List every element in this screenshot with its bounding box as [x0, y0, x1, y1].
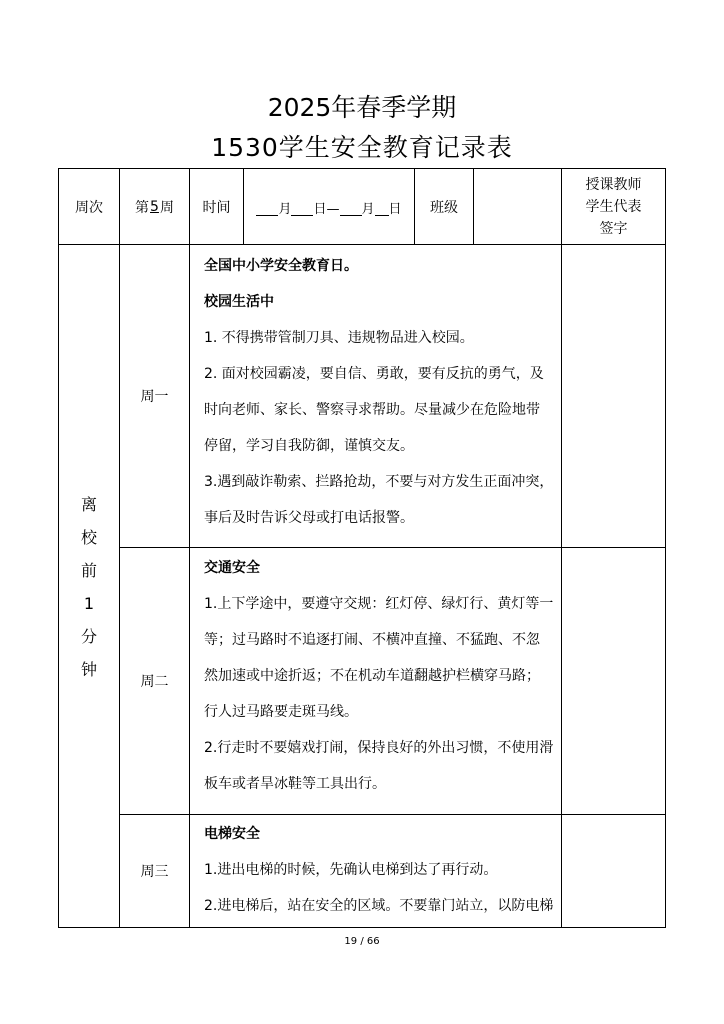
vertical-char-1: 离 [80, 495, 97, 514]
content-line: 3.遇到敲诈勒索、拦路抢劫，不要与对方发生正面冲突， [204, 474, 554, 490]
total-pages: 66 [366, 936, 380, 947]
content-line: 2.进电梯后，站在安全的区域。不要靠门站立，以防电梯 [204, 898, 554, 914]
day-2: 日 [388, 201, 402, 217]
month-1: 月 [278, 201, 292, 217]
content-line: 电梯安全 [204, 826, 260, 842]
class-label: 班级 [430, 200, 458, 216]
week-number: 5 [150, 199, 159, 215]
vertical-char-5: 分 [80, 627, 97, 646]
wednesday-content [197, 819, 561, 921]
week-prefix: 第 [135, 200, 150, 216]
content-line: 时向老师、家长、警察寻求帮助。尽量减少在危险地带 [204, 402, 540, 418]
content-line: 2.行走时不要嬉戏打闹，保持良好的外出习惯，不使用滑 [204, 740, 554, 756]
content-line: 校园生活中 [204, 294, 274, 310]
time-label: 时间 [202, 200, 231, 216]
signature-label [562, 169, 665, 245]
day-monday: 周一 [140, 389, 169, 405]
content-line: 2. 面对校园霸凌，要自信、勇敢，要有反抗的勇气，及 [204, 366, 544, 382]
content-line: 行人过马路要走斑马线。 [204, 704, 358, 720]
signature-label-line-1: 授课教师 [585, 177, 642, 193]
week-number-cell [120, 169, 189, 245]
col-divider-sign [561, 169, 562, 927]
vertical-char-6: 钟 [80, 660, 97, 679]
page-separator: / [360, 936, 364, 947]
vertical-char-4: 1 [83, 594, 95, 613]
safety-record-table [58, 168, 666, 928]
content-line: 1.上下学途中，要遵守交规：红灯停、绿灯行、黄灯等一 [204, 596, 554, 612]
content-line: 1. 不得携带管制刀具、违规物品进入校园。 [204, 330, 474, 346]
content-line: 然加速或中途折返；不在机动车道翻越护栏横穿马路； [204, 668, 540, 684]
date-range [244, 169, 414, 245]
content-line: 事后及时告诉父母或打电话报警。 [204, 510, 414, 526]
monday-content [197, 251, 561, 533]
page-number [0, 936, 724, 947]
document-title: 2025年春季学期 [267, 93, 457, 122]
signature-label-line-3: 签字 [599, 221, 628, 237]
day-wednesday: 周三 [140, 864, 169, 880]
week-label: 周次 [75, 200, 103, 216]
vertical-char-3: 前 [80, 561, 97, 580]
col-divider-2 [189, 169, 190, 927]
content-line: 全国中小学安全教育日。 [204, 258, 358, 274]
content-line: 等；过马路时不追逐打闹、不横冲直撞、不猛跑、不忽 [204, 632, 540, 648]
week-suffix: 周 [159, 200, 174, 216]
content-line: 停留，学习自我防御，谨慎交友。 [204, 438, 414, 454]
vertical-char-2: 校 [80, 528, 97, 547]
row-divider-1 [119, 547, 665, 548]
before-leaving-label [59, 245, 119, 929]
month-2: 月 [361, 201, 375, 217]
day-tuesday: 周二 [140, 674, 169, 690]
class-value [474, 169, 561, 245]
content-line: 1.进出电梯的时候，先确认电梯到达了再行动。 [204, 862, 498, 878]
row-divider-2 [119, 814, 665, 815]
tuesday-content [197, 553, 561, 799]
content-line: 交通安全 [204, 560, 260, 576]
content-line: 板车或者旱冰鞋等工具出行。 [204, 776, 386, 792]
day-dash: 日— [313, 201, 340, 217]
document-subtitle: 1530学生安全教育记录表 [211, 133, 513, 162]
signature-label-line-2: 学生代表 [585, 199, 642, 215]
current-page: 19 [344, 936, 358, 947]
